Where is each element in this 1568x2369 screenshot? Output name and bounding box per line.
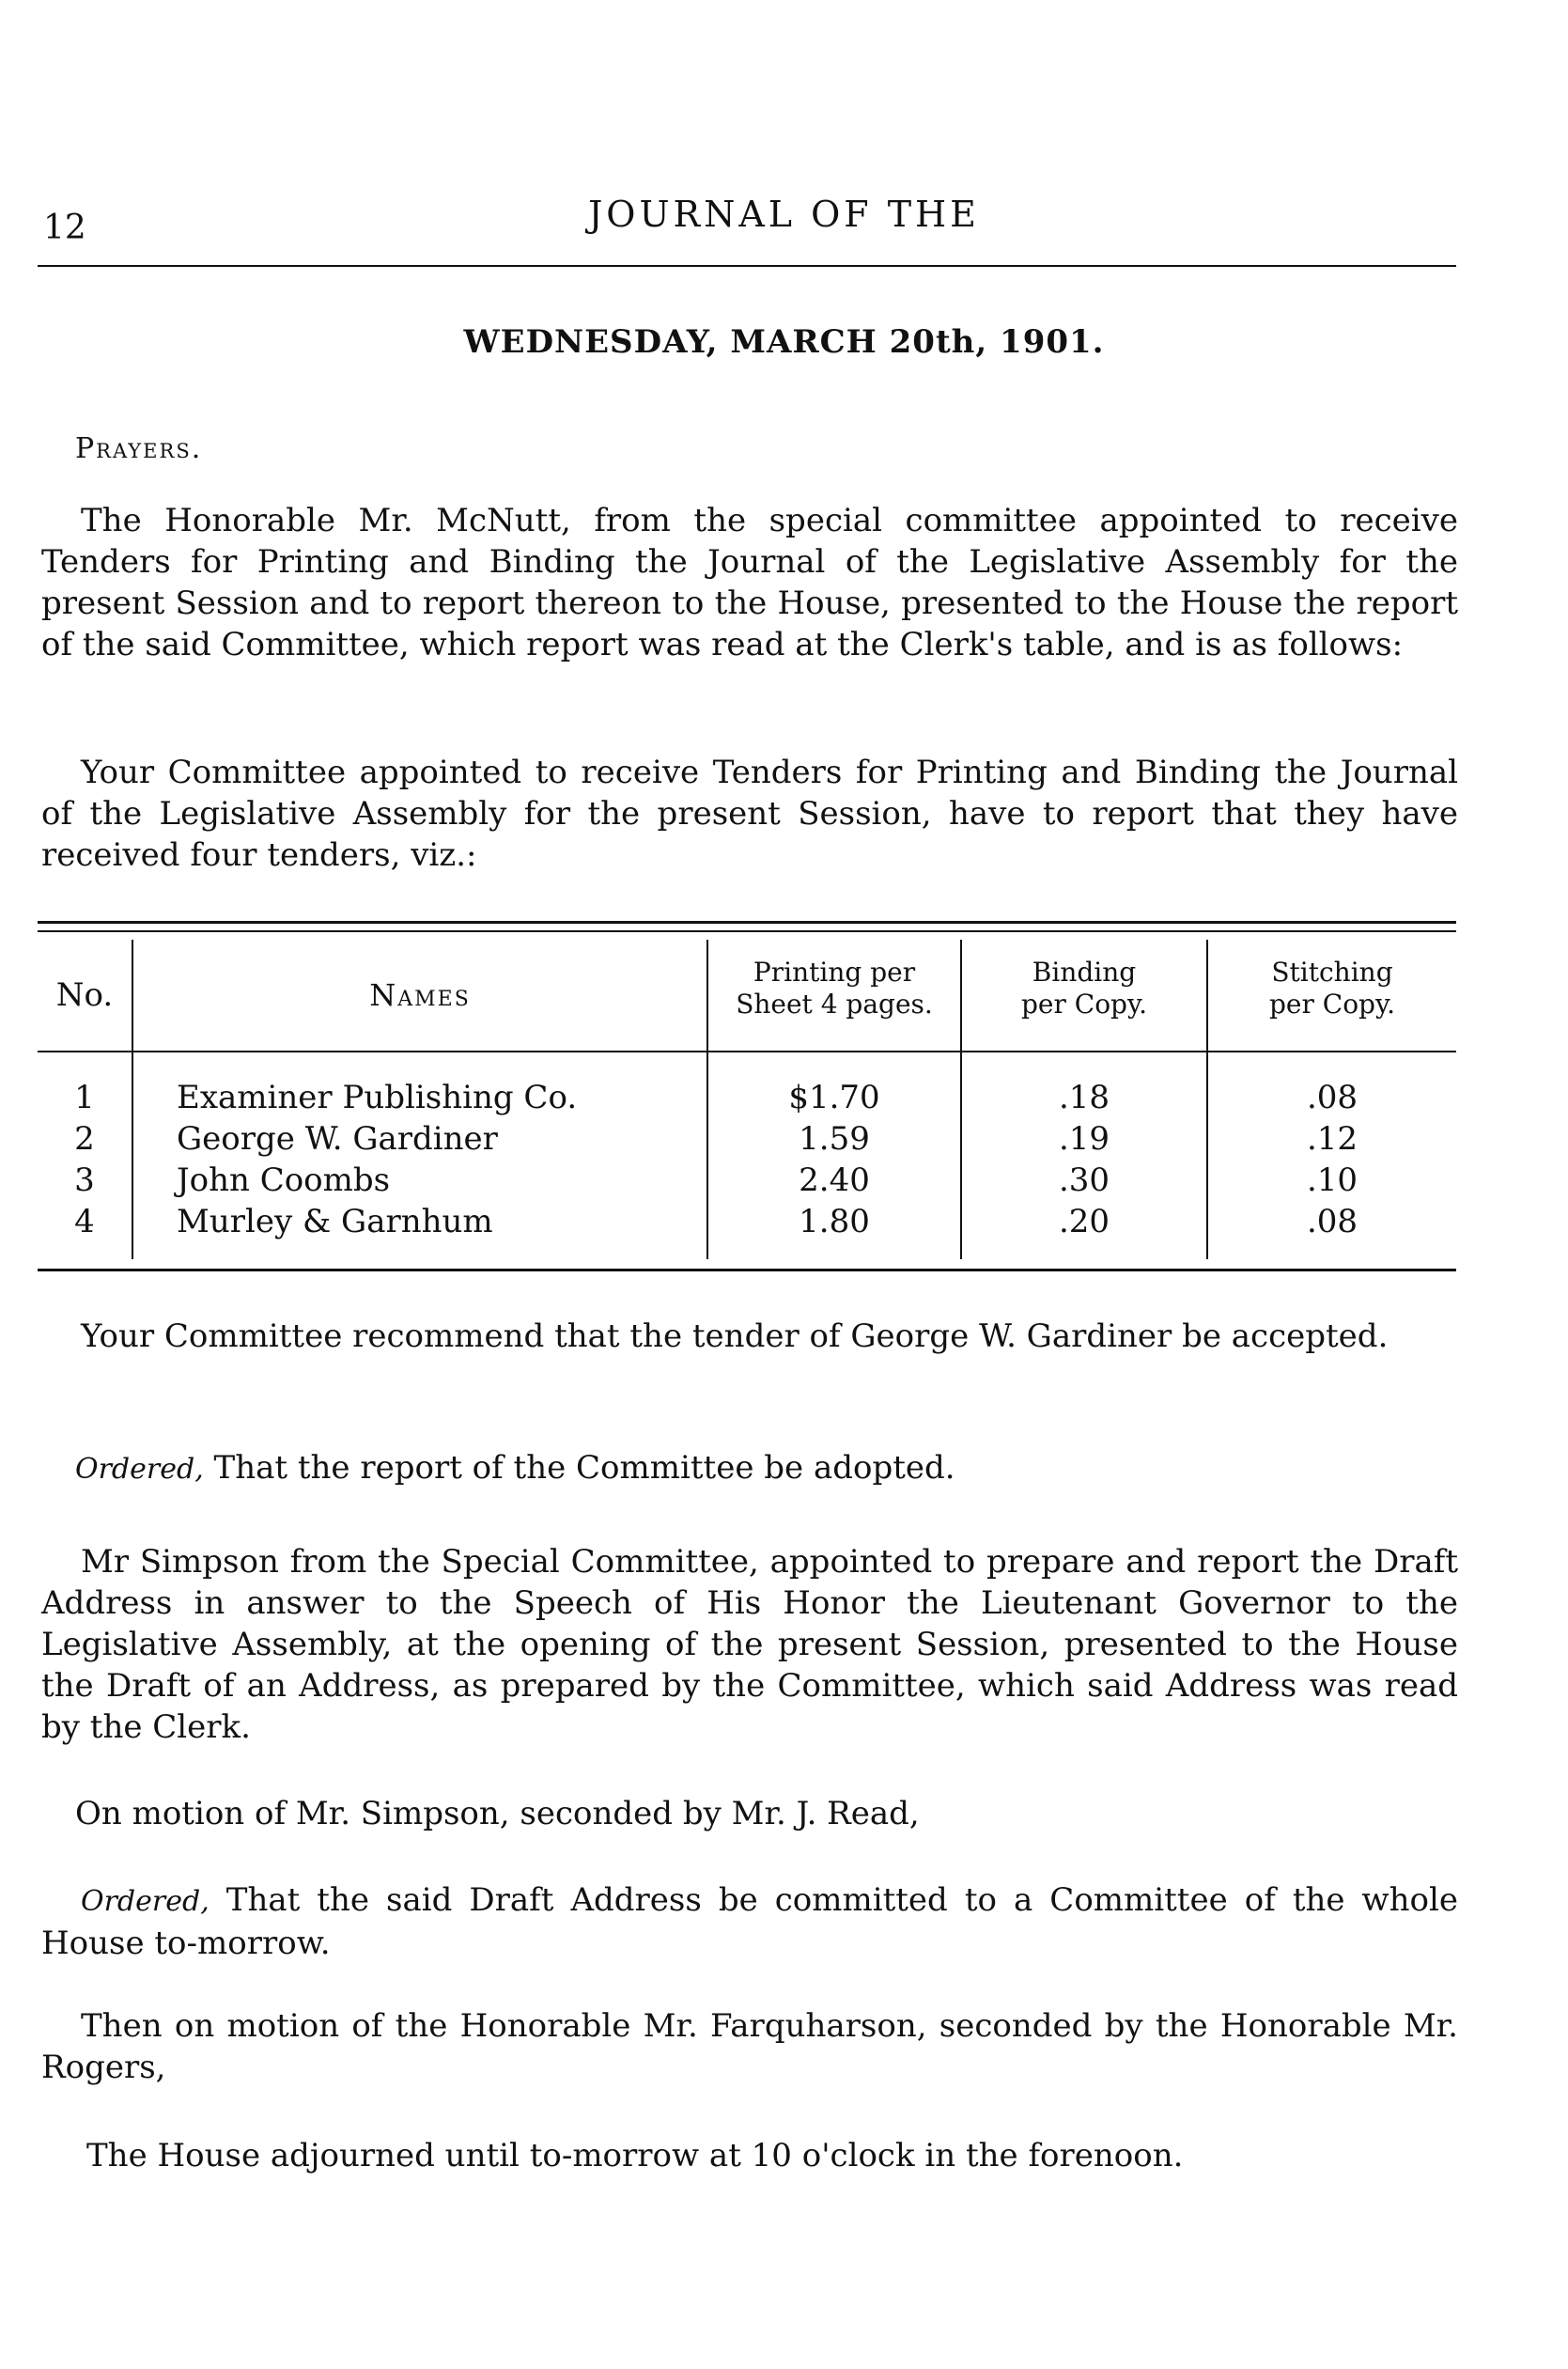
- row-printing: 2.40: [799, 1161, 870, 1199]
- row-stitching: .08: [1306, 1079, 1358, 1116]
- col-header-binding: [962, 957, 1206, 1021]
- row-number: 1: [74, 1079, 95, 1116]
- table-bottom-rule: [38, 1269, 1456, 1271]
- running-title: JOURNAL OF THE: [588, 194, 980, 235]
- recommend-paragraph: Your Committee recommend that the tender of George W. Gardiner be accepted.: [81, 1317, 1389, 1355]
- adjourn-paragraph: The House adjourned until to-morrow at 10 o'clock in the forenoon.: [86, 2137, 1184, 2174]
- table-row: [38, 1201, 1456, 1242]
- table-top-rule: [38, 921, 1456, 924]
- col-header-stitching: [1208, 957, 1456, 1021]
- col-header-stitching-line1: Stitching: [1271, 957, 1393, 988]
- report-intro-paragraph: The Honorable Mr. McNutt, from the special committee appointed to receive Tenders for Printing and Binding the Journal of the Legislative Assembly for the present Session and to report thereon to the House, presented to the House the report of the said Committee, which report was read at the Clerk's table, and is as follows:: [41, 502, 1458, 663]
- table-row: [38, 1077, 1456, 1118]
- motion-farquharson-paragraph: Then on motion of the Honorable Mr. Farquharson, seconded by the Honorable Mr. Rogers,: [41, 2007, 1458, 2086]
- date-heading: WEDNESDAY, MARCH 20th, 1901.: [463, 323, 1105, 361]
- table-row: [38, 1118, 1456, 1160]
- row-name: George W. Gardiner: [177, 1120, 498, 1158]
- col-header-stitching-line2: per Copy.: [1269, 989, 1395, 1020]
- col-header-printing: [708, 957, 960, 1021]
- col-header-no: No.: [55, 976, 114, 1014]
- row-binding: .30: [1058, 1161, 1110, 1199]
- row-name: Murley & Garnhum: [177, 1203, 493, 1240]
- row-number: 2: [74, 1120, 95, 1158]
- ordered-label: Ordered,: [81, 1885, 210, 1918]
- row-printing: 1.80: [799, 1203, 870, 1240]
- row-printing: 1.59: [799, 1120, 870, 1158]
- row-number: 4: [74, 1203, 95, 1240]
- prayers-heading: Prayers.: [75, 432, 203, 465]
- table-header-rule: [38, 1051, 1456, 1052]
- col-header-binding-line1: Binding: [1032, 957, 1137, 988]
- row-name: John Coombs: [177, 1161, 391, 1199]
- row-printing: $1.70: [788, 1079, 880, 1116]
- col-header-printing-line1: Printing per: [753, 957, 916, 988]
- motion-simpson-paragraph: On motion of Mr. Simpson, seconded by Mr. J. Read,: [75, 1795, 920, 1832]
- table-body: [38, 1077, 1456, 1242]
- row-stitching: .12: [1306, 1120, 1358, 1158]
- col-header-printing-line2: Sheet 4 pages.: [736, 989, 933, 1020]
- ordered-adopt-text: That the report of the Committee be adopted.: [203, 1449, 955, 1487]
- row-number: 3: [74, 1161, 95, 1199]
- table-top-rule-inner: [38, 930, 1456, 932]
- ordered-label: Ordered,: [75, 1453, 204, 1486]
- row-binding: .19: [1058, 1120, 1110, 1158]
- row-binding: .18: [1058, 1079, 1110, 1116]
- ordered-committee-text: That the said Draft Address be committed to a Committee of the whole House to-morrow.: [41, 1881, 1458, 1962]
- report-body-paragraph: Your Committee appointed to receive Tenders for Printing and Binding the Journal of the Legislative Assembly for the present Session, have to report that they have received four tenders, viz.:: [41, 754, 1458, 874]
- row-stitching: .10: [1306, 1161, 1358, 1199]
- header-rule: [38, 265, 1456, 267]
- page-number: 12: [43, 209, 86, 247]
- col-header-binding-line2: per Copy.: [1021, 989, 1147, 1020]
- row-name: Examiner Publishing Co.: [177, 1079, 578, 1116]
- row-stitching: .08: [1306, 1203, 1358, 1240]
- ordered-committee-paragraph: [41, 1879, 1458, 1964]
- row-binding: .20: [1058, 1203, 1110, 1240]
- simpson-paragraph: Mr Simpson from the Special Committee, appointed to prepare and report the Draft Address in answer to the Speech of His Honor the Lieutenant Governor to the Legislative Assembly, at the opening of the present Session, presented to the House the Draft of an Address, as prepared by the Committee, which said Address was read by the Clerk.: [41, 1543, 1458, 1746]
- col-header-names: Names: [369, 977, 471, 1013]
- ordered-adopt-paragraph: [75, 1447, 1456, 1490]
- table-row: [38, 1160, 1456, 1201]
